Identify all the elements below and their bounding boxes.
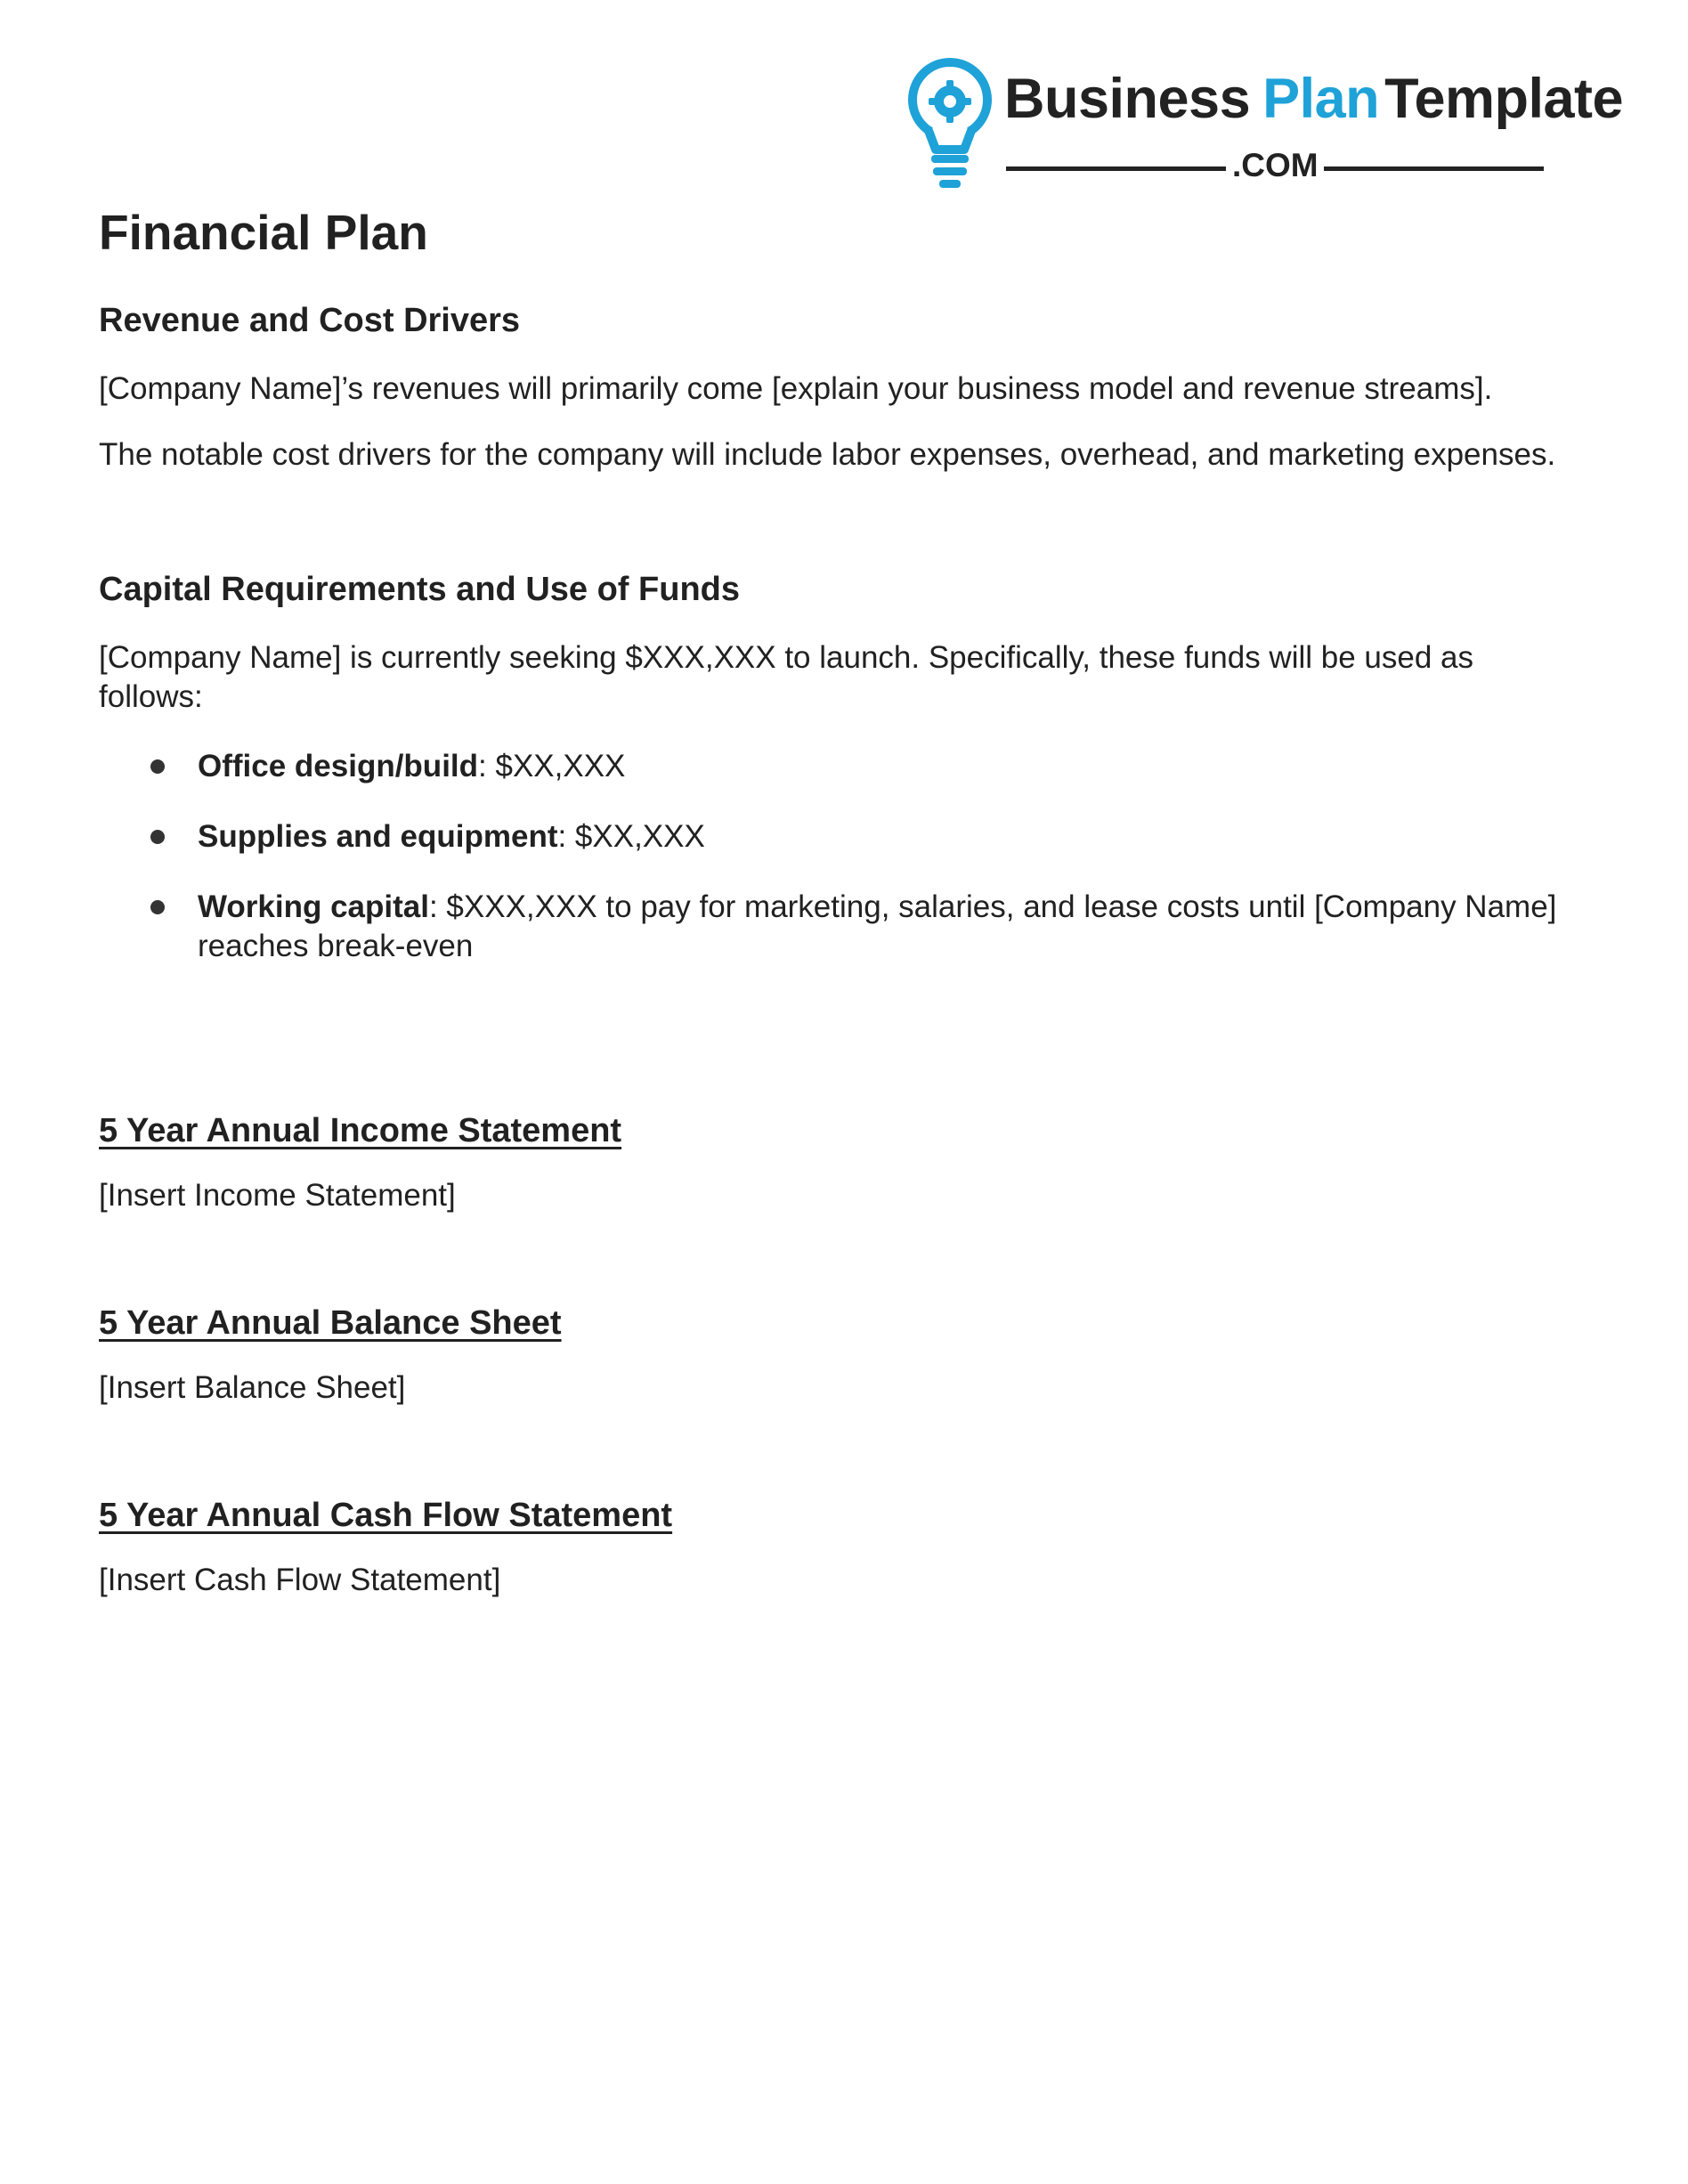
list-item bbox=[99, 888, 1568, 966]
logo-wordmark bbox=[1004, 68, 1624, 130]
revenue-heading: Revenue and Cost Drivers bbox=[99, 302, 521, 339]
cost-drivers-paragraph: The notable cost drivers for the company will include labor expenses, overhead, and marketing expenses. bbox=[99, 437, 1556, 472]
cash-flow-heading: 5 Year Annual Cash Flow Statement bbox=[99, 1497, 673, 1534]
logo-dotcom: .COM bbox=[1232, 147, 1319, 183]
bullet-icon bbox=[150, 830, 165, 844]
fund-label: Working capital bbox=[198, 889, 429, 924]
logo-rule-right bbox=[1324, 166, 1544, 171]
document-body bbox=[99, 200, 1568, 1600]
fund-value: : $XXX,XXX to pay for marketing, salaries, and lease costs until [Company Name] reaches break-even bbox=[198, 889, 1557, 963]
fund-label: Office design/build bbox=[198, 749, 479, 783]
logo-dotcom-row bbox=[1006, 146, 1544, 185]
page-title: Financial Plan bbox=[99, 205, 428, 260]
capital-intro: [Company Name] is currently seeking $XXX,XXX to launch. Specifically, these funds will be used as follows: bbox=[99, 640, 1473, 714]
logo-word-template: Template bbox=[1384, 68, 1624, 130]
balance-sheet-heading: 5 Year Annual Balance Sheet bbox=[99, 1304, 562, 1342]
capital-heading: Capital Requirements and Use of Funds bbox=[99, 571, 740, 608]
bullet-icon bbox=[150, 759, 165, 774]
revenue-paragraph: [Company Name]’s revenues will primarily come [explain your business model and revenue streams]. bbox=[99, 371, 1493, 406]
fund-value: : $XX,XXX bbox=[557, 819, 705, 854]
cash-flow-placeholder: [Insert Cash Flow Statement] bbox=[99, 1563, 501, 1597]
income-statement-heading: 5 Year Annual Income Statement bbox=[99, 1112, 622, 1149]
funds-list bbox=[99, 747, 1568, 966]
bullet-icon bbox=[150, 900, 165, 914]
list-item bbox=[99, 817, 1568, 857]
fund-label: Supplies and equipment bbox=[198, 819, 558, 854]
brand-logo bbox=[906, 57, 1624, 199]
balance-sheet-placeholder: [Insert Balance Sheet] bbox=[99, 1370, 406, 1405]
logo-word-business: Business bbox=[1004, 68, 1251, 130]
income-statement-placeholder: [Insert Income Statement] bbox=[99, 1178, 456, 1213]
lightbulb-gear-icon bbox=[906, 57, 994, 192]
fund-value: : $XX,XXX bbox=[478, 749, 626, 783]
logo-word-plan: Plan bbox=[1262, 68, 1380, 130]
list-item bbox=[99, 747, 1568, 786]
logo-rule-left bbox=[1006, 166, 1226, 171]
